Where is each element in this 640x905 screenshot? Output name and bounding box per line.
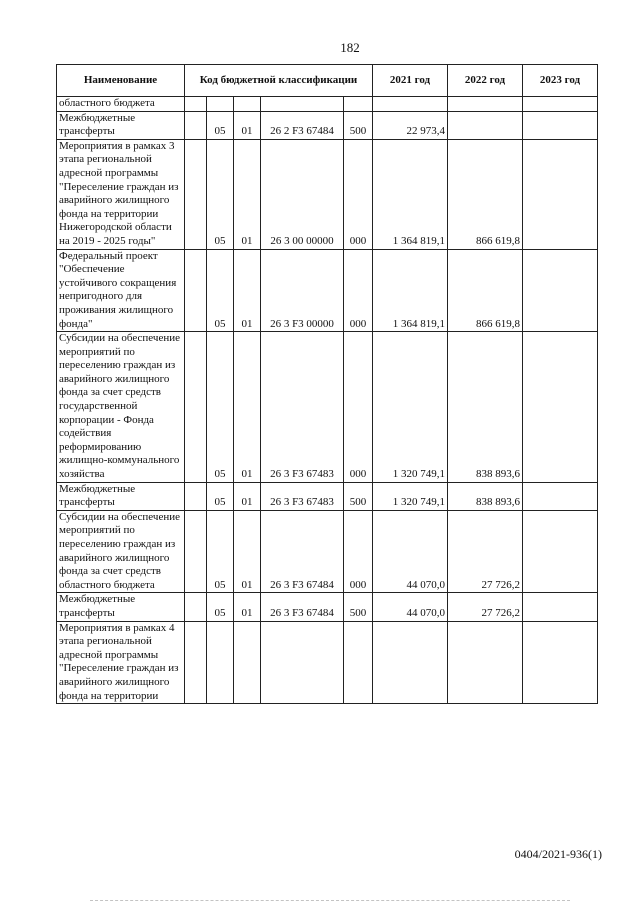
cell-2021: 1 364 819,1 xyxy=(373,249,448,332)
cell-2023 xyxy=(523,621,598,704)
document-code: 0404/2021-936(1) xyxy=(514,847,602,861)
cell-name: Мероприятия в рамках 3 этапа региональной адресной программы "Переселение граждан из аварийного жилищного фонда на территории Нижегородской области на 2019 - 2025 годы" xyxy=(57,139,185,249)
cell-subsection: 01 xyxy=(234,482,261,510)
cell-2022: 838 893,6 xyxy=(448,482,523,510)
table-row xyxy=(57,593,598,621)
cell-2022: 866 619,8 xyxy=(448,249,523,332)
cell-code-blank xyxy=(185,593,207,621)
header-2022: 2022 год xyxy=(448,65,523,97)
cell-section: 05 xyxy=(207,249,234,332)
cell-subsection: 01 xyxy=(234,593,261,621)
cell-expense-type: 000 xyxy=(344,332,373,483)
cell-expense-type: 000 xyxy=(344,249,373,332)
scan-artifact-line xyxy=(90,900,570,905)
cell-expense-type xyxy=(344,621,373,704)
cell-code-blank xyxy=(185,510,207,593)
cell-subsection: 01 xyxy=(234,111,261,139)
cell-expense-type: 000 xyxy=(344,139,373,249)
table-row xyxy=(57,97,598,112)
cell-name: Межбюджетные трансферты xyxy=(57,593,185,621)
cell-2023 xyxy=(523,139,598,249)
cell-target-article: 26 3 F3 67484 xyxy=(261,593,344,621)
cell-2022: 27 726,2 xyxy=(448,593,523,621)
cell-name: Субсидии на обеспечение мероприятий по переселению граждан из аварийного жилищного фонда за счет средств областного бюджета xyxy=(57,510,185,593)
cell-2022 xyxy=(448,97,523,112)
cell-2021: 1 320 749,1 xyxy=(373,332,448,483)
cell-2021 xyxy=(373,97,448,112)
cell-2021: 1 364 819,1 xyxy=(373,139,448,249)
cell-target-article: 26 3 00 00000 xyxy=(261,139,344,249)
table-row xyxy=(57,111,598,139)
cell-code-blank xyxy=(185,482,207,510)
cell-section: 05 xyxy=(207,593,234,621)
cell-2023 xyxy=(523,249,598,332)
cell-target-article: 26 3 F3 00000 xyxy=(261,249,344,332)
cell-section: 05 xyxy=(207,482,234,510)
cell-2023 xyxy=(523,111,598,139)
cell-name: областного бюджета xyxy=(57,97,185,112)
table-header-row xyxy=(57,65,598,97)
cell-2021: 44 070,0 xyxy=(373,593,448,621)
cell-2023 xyxy=(523,510,598,593)
page-number: 182 xyxy=(340,40,360,55)
cell-section xyxy=(207,97,234,112)
cell-2022: 866 619,8 xyxy=(448,139,523,249)
cell-section: 05 xyxy=(207,139,234,249)
cell-2022: 27 726,2 xyxy=(448,510,523,593)
table-row xyxy=(57,332,598,483)
cell-expense-type: 500 xyxy=(344,593,373,621)
cell-2021: 1 320 749,1 xyxy=(373,482,448,510)
cell-code-blank xyxy=(185,97,207,112)
cell-subsection: 01 xyxy=(234,510,261,593)
cell-target-article: 26 2 F3 67484 xyxy=(261,111,344,139)
cell-section xyxy=(207,621,234,704)
cell-2022: 838 893,6 xyxy=(448,332,523,483)
cell-2021: 22 973,4 xyxy=(373,111,448,139)
cell-2023 xyxy=(523,332,598,483)
table-row xyxy=(57,482,598,510)
cell-section: 05 xyxy=(207,510,234,593)
cell-target-article: 26 3 F3 67483 xyxy=(261,482,344,510)
table-row xyxy=(57,249,598,332)
cell-code-blank xyxy=(185,139,207,249)
cell-2023 xyxy=(523,482,598,510)
cell-2021: 44 070,0 xyxy=(373,510,448,593)
cell-section: 05 xyxy=(207,111,234,139)
cell-target-article xyxy=(261,97,344,112)
cell-subsection xyxy=(234,621,261,704)
cell-name: Федеральный проект "Обеспечение устойчивого сокращения непригодного для проживания жилищного фонда" xyxy=(57,249,185,332)
cell-code-blank xyxy=(185,249,207,332)
cell-subsection: 01 xyxy=(234,139,261,249)
table-row xyxy=(57,510,598,593)
cell-2023 xyxy=(523,97,598,112)
cell-expense-type xyxy=(344,97,373,112)
cell-target-article: 26 3 F3 67484 xyxy=(261,510,344,593)
cell-2022 xyxy=(448,111,523,139)
header-name: Наименование xyxy=(57,65,185,97)
cell-subsection: 01 xyxy=(234,249,261,332)
cell-code-blank xyxy=(185,111,207,139)
cell-expense-type: 500 xyxy=(344,482,373,510)
cell-2022 xyxy=(448,621,523,704)
header-code: Код бюджетной классификации xyxy=(185,65,373,97)
cell-section: 05 xyxy=(207,332,234,483)
cell-code-blank xyxy=(185,621,207,704)
table-row xyxy=(57,139,598,249)
cell-target-article xyxy=(261,621,344,704)
header-2023: 2023 год xyxy=(523,65,598,97)
cell-2023 xyxy=(523,593,598,621)
cell-name: Субсидии на обеспечение мероприятий по переселению граждан из аварийного жилищного фонда за счет средств государственной корпорации - Фонда содействия реформированию жилищно-коммунального хозяйства xyxy=(57,332,185,483)
header-2021: 2021 год xyxy=(373,65,448,97)
cell-name: Межбюджетные трансферты xyxy=(57,111,185,139)
cell-expense-type: 500 xyxy=(344,111,373,139)
cell-target-article: 26 3 F3 67483 xyxy=(261,332,344,483)
cell-subsection xyxy=(234,97,261,112)
cell-subsection: 01 xyxy=(234,332,261,483)
cell-code-blank xyxy=(185,332,207,483)
cell-2021 xyxy=(373,621,448,704)
table-row xyxy=(57,621,598,704)
budget-table xyxy=(56,64,598,704)
cell-name: Мероприятия в рамках 4 этапа региональной адресной программы "Переселение граждан из аварийного жилищного фонда на территории xyxy=(57,621,185,704)
cell-name: Межбюджетные трансферты xyxy=(57,482,185,510)
cell-expense-type: 000 xyxy=(344,510,373,593)
